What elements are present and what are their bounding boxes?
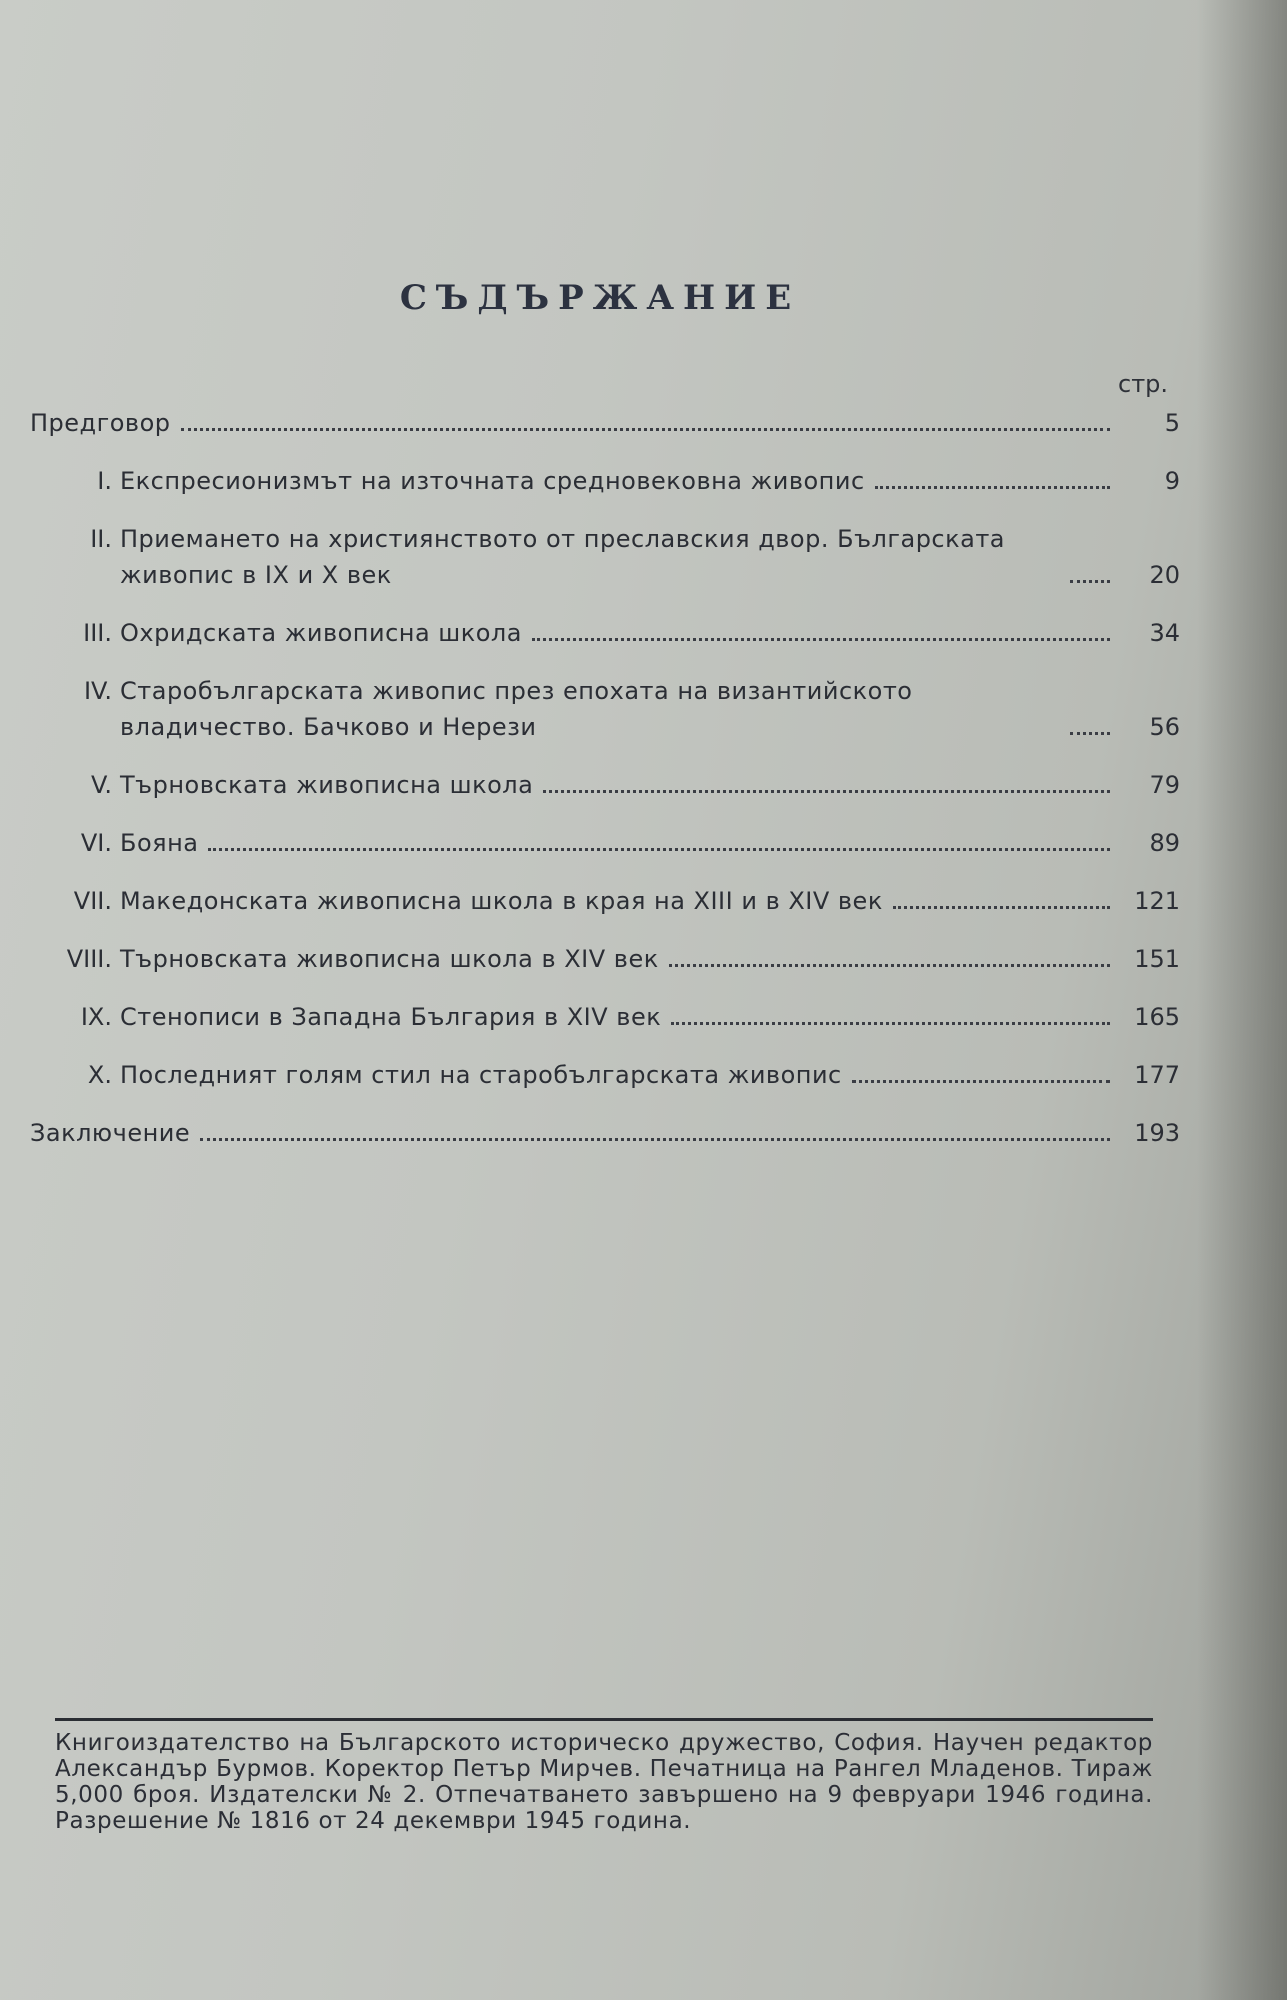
toc-entry-title: Македонската живописна школа в края на XIII и в XIV век	[120, 887, 883, 915]
toc-entry-chapter-1	[30, 463, 1180, 499]
toc-entry-page: 5	[1164, 409, 1180, 437]
toc-entry-title: Търновската живописна школа в XIV век	[120, 945, 659, 973]
page-gutter-shadow	[1197, 0, 1287, 2000]
toc-entry-page: 177	[1134, 1061, 1180, 1089]
toc-entry-title: Експресионизмът на източната средновековна живопис	[120, 467, 865, 495]
toc-entry-title: Предговор	[30, 409, 171, 437]
toc-entry-number: VI.	[80, 829, 112, 857]
toc-entry-number: I.	[97, 467, 112, 495]
toc-entry-number: VIII.	[66, 945, 112, 973]
dot-leader	[669, 964, 1110, 967]
table-of-contents	[30, 405, 1180, 1173]
imprint-text: Книгоиздателство на Българското историческо дружество, София. Научен редактор Александър Бурмов. Коректор Петър Мирчев. Печатница на Рангел Младенов. Тираж 5,000 броя. Издателски № 2. Отпечатването завършено на 9 февруари 1946 година. Разрешение № 1816 от 24 декември 1945 година.	[55, 1730, 1153, 1834]
toc-entry-chapter-3	[30, 615, 1180, 651]
toc-entry-number: IX.	[80, 1003, 112, 1031]
toc-entry-chapter-9	[30, 999, 1180, 1035]
toc-entry-page: 79	[1149, 771, 1180, 799]
toc-entry-number: III.	[83, 619, 112, 647]
toc-entry-title: Стенописи в Западна България в XIV век	[120, 1003, 662, 1031]
page-title: СЪДЪРЖАНИЕ	[399, 278, 801, 318]
toc-entry-chapter-6	[30, 825, 1180, 861]
toc-entry-chapter-10	[30, 1057, 1180, 1093]
toc-entry-chapter-4	[30, 673, 1180, 745]
dot-leader	[200, 1138, 1110, 1141]
toc-entry-chapter-5	[30, 767, 1180, 803]
toc-entry-title: Приемането на християнството от преславския двор. Българската живопис в IX и X век	[120, 525, 1006, 589]
toc-entry-title: Старобългарската живопис през епохата на византийското владичество. Бачково и Нерези	[120, 677, 913, 741]
toc-entry-number: VII.	[73, 887, 112, 915]
dot-leader	[543, 790, 1110, 793]
toc-entry-chapter-7	[30, 883, 1180, 919]
toc-entry-page: 151	[1134, 945, 1180, 973]
toc-entry-title: Заключение	[30, 1119, 191, 1147]
toc-entry-page: 20	[1149, 561, 1180, 589]
toc-entry-number: X.	[87, 1061, 112, 1089]
dot-leader	[852, 1080, 1110, 1083]
toc-entry-title: Търновската живописна школа	[120, 771, 534, 799]
dot-leader	[1070, 732, 1110, 735]
dot-leader	[208, 848, 1110, 851]
dot-leader	[181, 428, 1111, 431]
dot-leader	[671, 1022, 1110, 1025]
toc-entry-title: Охридската живописна школа	[120, 619, 522, 647]
toc-entry-number: IV.	[83, 677, 112, 705]
toc-entry-title: Последният голям стил на старобългарската живопис	[120, 1061, 842, 1089]
dot-leader	[1070, 580, 1110, 583]
toc-entry-preface	[30, 405, 1180, 441]
toc-entry-chapter-2	[30, 521, 1180, 593]
toc-entry-page: 89	[1149, 829, 1180, 857]
dot-leader	[532, 638, 1110, 641]
toc-entry-page: 193	[1134, 1119, 1180, 1147]
toc-entry-number: II.	[90, 525, 112, 553]
toc-entry-chapter-8	[30, 941, 1180, 977]
toc-entry-conclusion	[30, 1115, 1180, 1151]
toc-entry-page: 121	[1134, 887, 1180, 915]
toc-entry-page: 9	[1164, 467, 1180, 495]
dot-leader	[875, 486, 1110, 489]
toc-entry-page: 165	[1134, 1003, 1180, 1031]
imprint-divider	[55, 1718, 1153, 1721]
pages-column-label: стр.	[1118, 370, 1169, 398]
toc-entry-number: V.	[91, 771, 112, 799]
dot-leader	[893, 906, 1110, 909]
toc-entry-page: 34	[1149, 619, 1180, 647]
toc-entry-page: 56	[1149, 713, 1180, 741]
toc-entry-title: Бояна	[120, 829, 199, 857]
